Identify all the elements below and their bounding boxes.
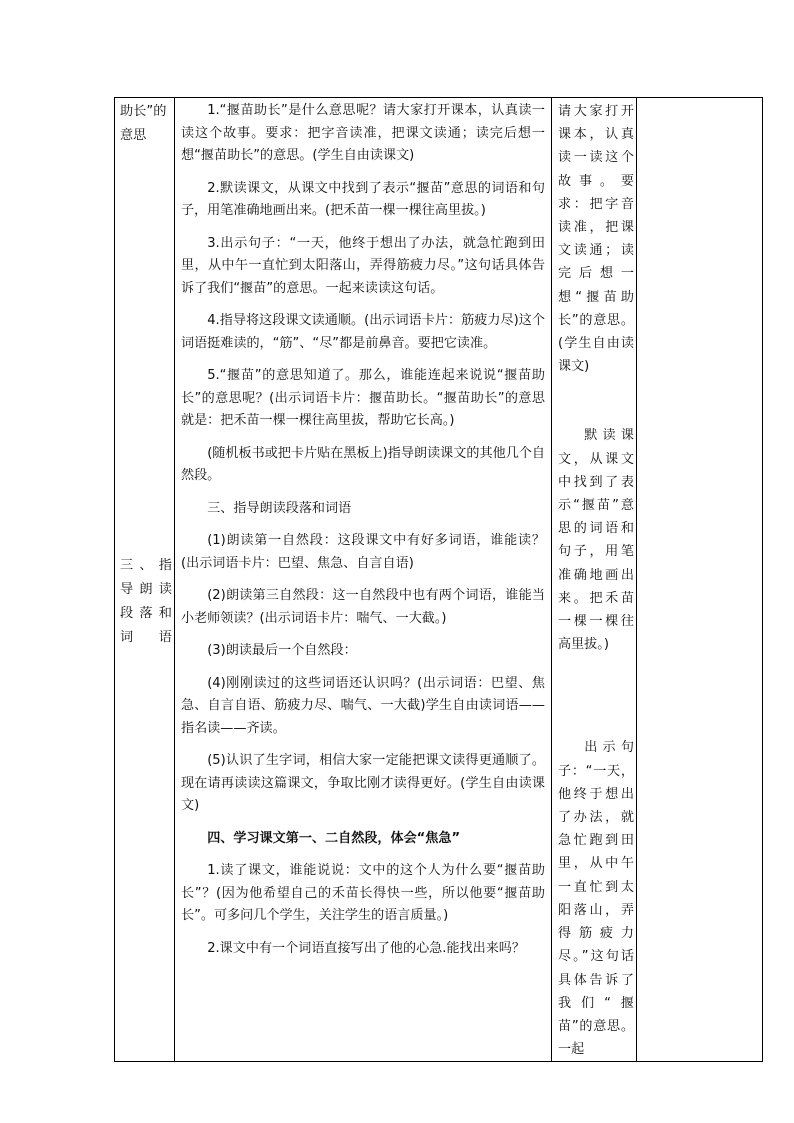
teacher-paragraph: 2.默读课文，从课文中找到了表示“揠苗”意思的词语和句子，用笔准确地画出来。(把禾苗一棵一棵往高里拔。): [181, 180, 545, 218]
teacher-paragraph: (2)朗读第三自然段：这一自然段中也有两个词语，谁能当小老师领读？(出示词语卡片：喘气、一大截。): [181, 588, 545, 626]
teacher-activity-column: [175, 98, 552, 1062]
teacher-paragraph: 5.“揠苗”的意思知道了。那么，谁能连起来说说“揠苗助长”的意思呢？(出示词语卡片：揠苗助长。“揠苗助长”的意思就是：把禾苗一棵一棵往高里拔，帮助它长高。): [181, 368, 545, 428]
teacher-paragraph: (3)朗读最后一个自然段：: [207, 643, 357, 658]
student-block: 出示句子：“一天，他终于想出了办法，就急忙跑到田里，从中午一直忙到太阳落山，弄得筋疲力尽。”这句话具体告诉了我们“揠苗”的意思。一起: [558, 740, 634, 1058]
teacher-paragraph: 四、学习课文第一、二自然段，体会“焦急”: [207, 830, 461, 846]
teacher-paragraph: 三、指导朗读段落和词语: [207, 500, 352, 516]
section-label-top: 助长”的意思: [120, 104, 167, 143]
table-row: [115, 98, 763, 1062]
teacher-paragraph: (4)刚刚读过的这些词语还认识吗？(出示词语：巴望、焦急、自言自语、筋疲力尽、喘气、一大截)学生自由读词语——指名读——齐读。: [181, 675, 545, 736]
section-column: [115, 98, 175, 1062]
student-block: 请大家打开课本，认真读一读这个故事。要求：把字音读准，把课文读通；读完后想一想“揠苗助长”的意思。(学生自由读课文): [558, 104, 634, 375]
teacher-paragraph: (1)朗读第一自然段：这段课文中有好多词语，谁能读？(出示词语卡片：巴望、焦急、自言自语): [181, 533, 545, 571]
teacher-paragraph: 1.“揠苗助长”是什么意思呢？请大家打开课本，认真读一读这个故事。要求：把字音读准，把课文读通；读完后想一想“揠苗助长”的意思。(学生自由读课文): [181, 103, 545, 163]
teacher-paragraph: 4.指导将这段课文读通顺。(出示词语卡片：筋疲力尽)这个词语挺难读的，“筋”、“尽”都是前鼻音。要把它读准。: [181, 313, 545, 351]
teacher-paragraph: 2.课文中有一个词语直接写出了他的心急.能找出来吗？: [207, 940, 525, 956]
student-activity-content: [552, 98, 636, 1061]
teacher-paragraph: 3.出示句子：“一天，他终于想出了办法，就急忙跑到田里，从中午一直忙到太阳落山，弄得筋疲力尽。”这句话具体告诉了我们“揠苗”的意思。一起来读读这句话。: [181, 235, 545, 296]
teacher-paragraph: (5)认识了生字词，相信大家一定能把课文读得更通顺了。现在请再读读这篇课文，争取比刚才读得更好。(学生自由读课文): [181, 753, 545, 813]
teacher-paragraph: (随机板书或把卡片贴在黑板上)指导朗读课文的其他几个自然段。: [181, 445, 545, 483]
notes-column: [637, 98, 763, 1062]
lesson-plan-table: [114, 97, 763, 1062]
teacher-activity-content: [175, 98, 551, 960]
section-label-3: 三、指导朗读段落和词语: [120, 558, 172, 645]
teacher-paragraph: 1.读了课文，谁能说说：文中的这个人为什么要“揠苗助长”？(因为他希望自己的禾苗长得快一些，所以他要“揠苗助长”。可多问几个学生，关注学生的语言质量。): [181, 863, 545, 923]
student-activity-column: [552, 98, 637, 1062]
student-block: 默读课文，从课文中找到了表示“揠苗”意思的词语和句子，用笔准确地画出来。把禾苗一棵一棵往高里拔。): [558, 428, 634, 653]
